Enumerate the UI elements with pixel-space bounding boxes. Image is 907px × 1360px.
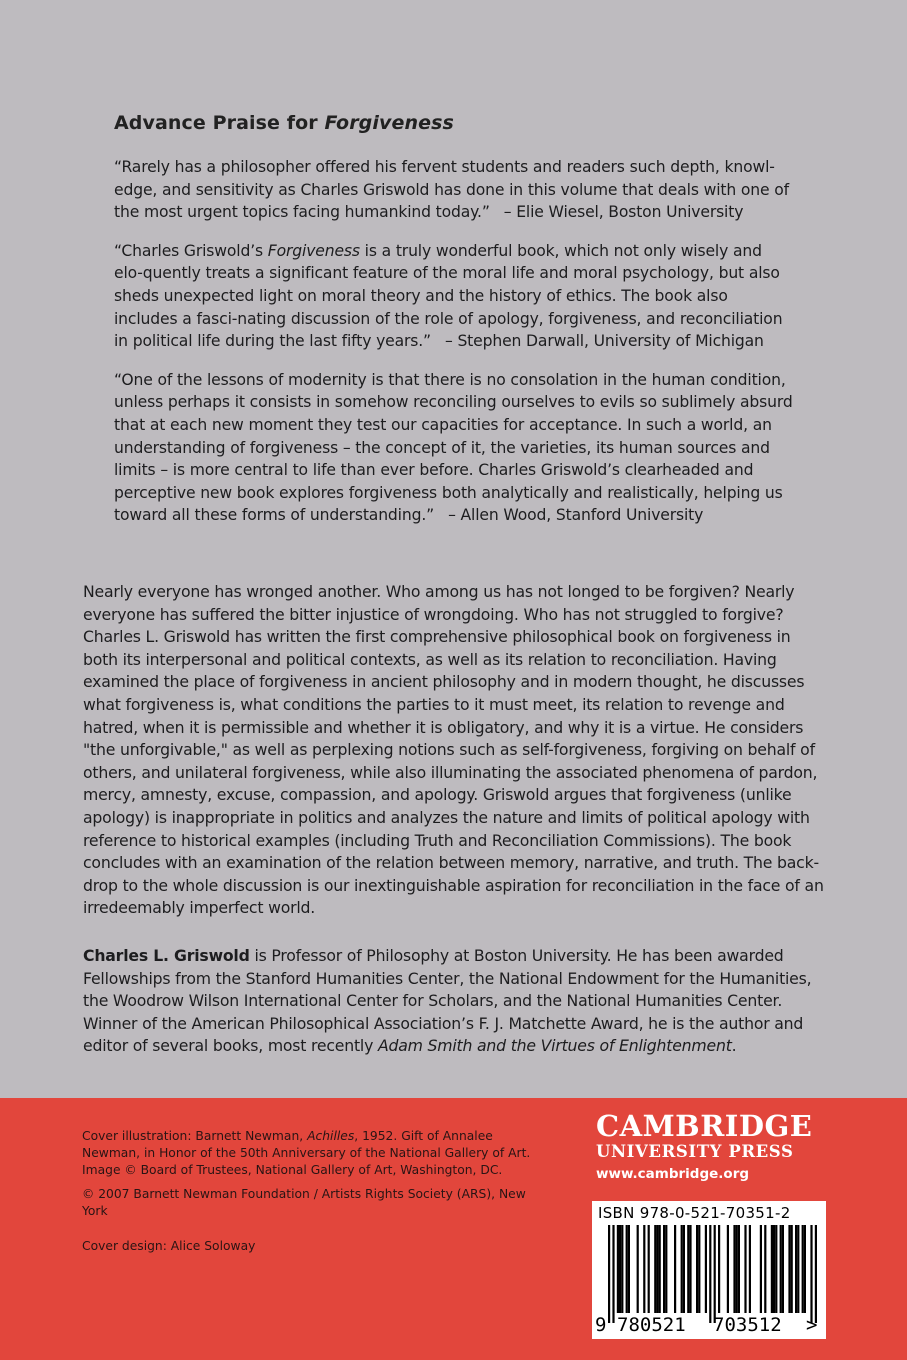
barcode-bar (749, 1225, 751, 1313)
illustration-credit (82, 1128, 552, 1179)
barcode-bar (773, 1225, 775, 1313)
author-bio (83, 945, 828, 1058)
barcode-first-digit: 9 (595, 1314, 607, 1336)
praise-heading (114, 112, 794, 134)
quote-text: “Rarely has a philosopher offered his fervent students and readers such depth, knowl-edge, and sensitivity as Charles Griswold has done in this volume that deals with one of the most urgent topics facing humankind today.” (114, 158, 790, 222)
cover-design-credit: Cover design: Alice Soloway (82, 1239, 256, 1253)
quote-wood (114, 369, 794, 527)
artwork-title: Achilles (307, 1129, 355, 1143)
barcode-bar (689, 1225, 691, 1313)
barcode-bar (683, 1225, 685, 1313)
barcode-right-group: 703512 (713, 1314, 782, 1336)
barcode-bar (764, 1225, 766, 1313)
book-description: Nearly everyone has wronged another. Who among us has not longed to be forgiven? Nearly everyone has suffered the bitter injustice of wrongdoing. Who has not struggled to forgive? Charles L. Griswold has written the first comprehensive philosophical book on forgiveness in both its interpersonal and political contexts, as well as its relation to reconciliation. Having examined the place of forgiveness in ancient philosophy and in modern thought, he discusses what forgiveness is, what conditions the parties to it must meet, its relation to revenge and hatred, when it is permissible and whether it is obligatory, and why it is a virtue. He considers "the unforgivable," as well as perplexing notions such as self-forgiveness, forgiving on behalf of others, and unilateral forgiveness, while also illuminating the associated phenomena of pardon, mercy, amnesty, excuse, compassion, and apology. Griswold argues that forgiveness (unlike apology) is inappropriate in politics and analyzes the nature and limits of political apology with reference to historical examples (including Truth and Reconciliation Commissions). The book concludes with an examination of the relation between memory, narrative, and truth. The back-drop to the whole discussion is our inextinguishable aspiration for reconciliation in the face of an irredeemably imperfect world. (83, 582, 824, 918)
barcode-bar (643, 1225, 645, 1313)
barcode-bar (626, 1225, 628, 1313)
barcode-bar (637, 1225, 639, 1313)
quote-book-title: Forgiveness (267, 241, 360, 260)
barcode-end-mark: > (806, 1314, 818, 1336)
barcode-bar (654, 1225, 656, 1313)
publisher-logo (596, 1110, 826, 1184)
quote-wiesel (114, 156, 794, 224)
cover-credits (82, 1128, 552, 1255)
author-name: Charles L. Griswold (83, 946, 250, 965)
bio-end: . (731, 1036, 737, 1056)
barcode-bar (681, 1225, 683, 1313)
barcode-bar (617, 1225, 619, 1313)
quote-text: “One of the lessons of modernity is that there is no consolation in the human condition, unless perhaps it consists in somehow reconciling ourselves to evils so sublimely absurd that at each new moment they test our capacities for acceptance. In such a world, an understanding of forgiveness – the concept of it, the varieties, its human sources and limits – is more central to life than ever before. Charles Griswold’s clearheaded and perceptive new book explores forgiveness both analytically and realistically, helping us toward all these forms of understanding.” (114, 370, 793, 525)
barcode-bar (659, 1225, 661, 1313)
isbn-number: ISBN 978-0-521-70351-2 (598, 1204, 791, 1222)
barcode-bar (744, 1225, 746, 1313)
barcode-bar (612, 1225, 614, 1323)
quote-text-before: “Charles Griswold’s (114, 241, 268, 260)
barcode-bar (727, 1225, 729, 1313)
barcode-bar (738, 1225, 740, 1313)
barcode-bar (733, 1225, 735, 1313)
quote-attribution: – Allen Wood, Stanford University (448, 506, 704, 525)
barcode-bar (780, 1225, 782, 1313)
praise-heading-title: Forgiveness (324, 112, 454, 134)
barcode-bar (736, 1225, 738, 1313)
barcode-bar (663, 1225, 665, 1313)
quote-text-after: is a truly wonderful book, which not only wisely and elo-quently treats a significant feature of the moral life and moral psychology, but also sheds unexpected light on moral theory and the history of ethics. The book also includes a fasci-nating discussion of the role of apology, forgiveness, and reconciliation in political life during the last fifty years.” (114, 241, 783, 351)
advance-praise-section (114, 112, 794, 543)
barcode-bar (760, 1225, 762, 1313)
bio-book-title: Adam Smith and the Virtues of Enlightenment (377, 1036, 732, 1056)
barcode-bar (656, 1225, 658, 1313)
barcode-bar (804, 1225, 806, 1313)
barcode-bar (674, 1225, 676, 1313)
barcode-bar (775, 1225, 777, 1313)
barcode-bar (705, 1225, 707, 1313)
barcode-bar (782, 1225, 784, 1313)
barcode-bar (648, 1225, 650, 1313)
isbn-barcode (592, 1201, 826, 1339)
barcode-bar (696, 1225, 698, 1313)
barcode-bar (810, 1225, 812, 1323)
quote-darwall (114, 240, 794, 353)
barcode-bar (619, 1225, 621, 1313)
barcode-bar (797, 1225, 799, 1313)
barcode-bar (628, 1225, 630, 1313)
credit-text: Cover illustration: Barnett Newman, (82, 1129, 308, 1143)
barcode-bar (698, 1225, 700, 1313)
barcode-bar (621, 1225, 623, 1313)
barcode-bar (815, 1225, 817, 1323)
quote-attribution: – Elie Wiesel, Boston University (503, 203, 744, 222)
credit-text-rest: , 1952. Gift of Annalee Newman, in Honor of the 50th Anniversary of the National Gallery of Art. Image © Board of Trustees, National Gallery of Art, Washington, DC. (82, 1129, 531, 1177)
barcode-bar (665, 1225, 667, 1313)
barcode-bar (608, 1225, 610, 1323)
quote-attribution: – Stephen Darwall, University of Michigan (444, 332, 764, 351)
bio-text: is Professor of Philosophy at Boston University. He has been awarded Fellowships from the Stanford Humanities Center, the National Endowment for the Humanities, the Woodrow Wilson International Center for Scholars, and the National Humanities Center. Winner of the American Philosophical Association’s F. J. Matchette Award, he is the author and editor of several books, most recently (83, 946, 812, 1056)
publisher-name: CAMBRIDGE (596, 1109, 813, 1143)
barcode-bar (718, 1225, 720, 1313)
barcode-bar (709, 1225, 711, 1323)
barcode-bar (771, 1225, 773, 1313)
publisher-url: www.cambridge.org (596, 1166, 750, 1182)
copyright-line: © 2007 Barnett Newman Foundation / Artists Rights Society (ARS), New York (82, 1187, 526, 1218)
barcode-digits (592, 1313, 826, 1337)
barcode-bar (687, 1225, 689, 1313)
barcode-bar (791, 1225, 793, 1313)
barcode-bar (802, 1225, 804, 1313)
barcode-bar (714, 1225, 716, 1323)
barcode-bar (788, 1225, 790, 1313)
barcode-left-group: 780521 (617, 1314, 686, 1336)
publisher-subtitle: UNIVERSITY PRESS (596, 1142, 794, 1161)
praise-heading-text: Advance Praise for (114, 112, 318, 134)
barcode-bar (795, 1225, 797, 1313)
